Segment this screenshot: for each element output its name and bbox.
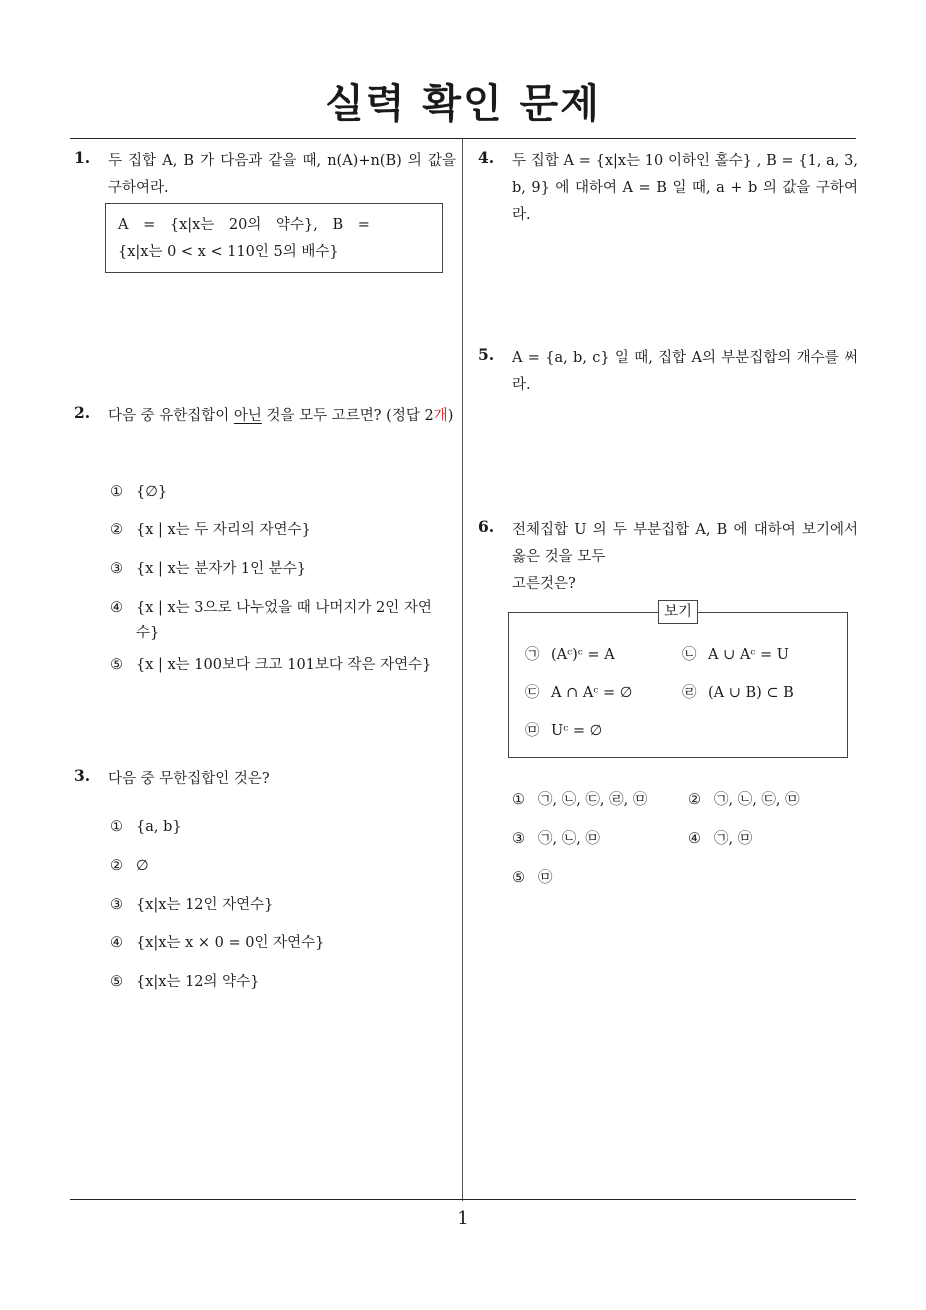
option-text: ㉠, ㉡, ㉢, ㉤ (714, 792, 800, 808)
option-text: {x | x는 두 자리의 자연수} (136, 522, 311, 538)
option-mark: ① (512, 792, 525, 808)
example-text: A ∪ Aᶜ = U (708, 647, 789, 663)
question-number: 5. (478, 345, 495, 364)
column-divider (462, 139, 463, 1201)
example-item-4 (682, 682, 794, 704)
question-text: 두 집합 A = {x|x는 10 이하인 홀수} , B = {1, a, 3, b, 9} 에 대하여 A = B 일 때, a + b 의 값을 구하여라. (512, 153, 858, 223)
option-text: ㉠, ㉡, ㉢, ㉣, ㉤ (538, 792, 648, 808)
example-item-1 (525, 644, 615, 666)
example-item-5 (525, 720, 602, 742)
option-2[interactable] (110, 854, 149, 879)
option-mark: ⑤ (512, 870, 525, 886)
question-number: 3. (74, 766, 91, 785)
example-text: Uᶜ = ∅ (551, 723, 603, 739)
option-mark: ④ (110, 935, 123, 951)
question-text-part: ) (447, 408, 454, 424)
option-4[interactable] (110, 596, 448, 646)
example-mark: ㉢ (525, 685, 540, 701)
question-text-continued: 고른것은? (512, 576, 576, 592)
example-text: (A ∪ B) ⊂ B (708, 685, 794, 701)
question-text-part: 다음 중 유한집합이 (108, 408, 234, 424)
example-mark: ㉤ (525, 723, 540, 739)
question-text: 다음 중 무한집합인 것은? (108, 771, 270, 787)
question-4 (478, 148, 858, 229)
example-item-3 (525, 682, 632, 704)
example-mark: ㉠ (525, 647, 540, 663)
example-text: (Aᶜ)ᶜ = A (551, 647, 615, 663)
page-title: 실력 확인 문제 (325, 81, 601, 127)
question-text: 전체집합 U 의 두 부분집합 A, B 에 대하여 보기에서 옳은 것을 모두 (512, 522, 858, 565)
question-5 (478, 345, 858, 399)
example-mark: ㉡ (682, 647, 697, 663)
option-mark: ① (110, 819, 123, 835)
example-box-label: 보기 (658, 600, 698, 624)
question-1 (74, 148, 456, 202)
option-text: ㉠, ㉤ (714, 831, 753, 847)
option-5[interactable] (110, 653, 431, 678)
option-text: ∅ (136, 858, 149, 874)
answer-option-2[interactable] (688, 789, 800, 811)
condition-line: {x|x는 0 < x < 110인 5의 배수} (118, 244, 339, 260)
option-2[interactable] (110, 518, 311, 543)
answer-option-3[interactable] (512, 828, 600, 850)
highlighted-word: 개 (433, 408, 448, 424)
bottom-rule (70, 1199, 856, 1200)
question-6 (478, 517, 858, 598)
option-text: {x | x는 100보다 크고 101보다 작은 자연수} (136, 657, 432, 673)
option-mark: ⑤ (110, 657, 123, 673)
question-number: 1. (74, 148, 91, 167)
question-number: 2. (74, 403, 91, 422)
option-mark: ② (110, 858, 123, 874)
option-text: {x|x는 12의 약수} (136, 974, 260, 990)
option-text: ㉤ (538, 870, 553, 886)
option-mark: ④ (688, 831, 701, 847)
question-number: 6. (478, 517, 495, 536)
question-text-part: 것을 모두 고르면? (정답 2 (261, 408, 434, 424)
page-number: 1 (457, 1208, 469, 1229)
option-mark: ① (110, 484, 123, 500)
top-rule (70, 138, 856, 139)
option-text: {x|x는 x × 0 = 0인 자연수} (136, 935, 325, 951)
option-3[interactable] (110, 893, 273, 918)
answer-option-5[interactable] (512, 867, 553, 889)
option-text: {∅} (136, 484, 168, 500)
option-4[interactable] (110, 931, 324, 956)
question-text: A = {a, b, c} 일 때, 집합 A의 부분집합의 개수를 써라. (512, 350, 858, 393)
condition-box (105, 203, 443, 273)
underlined-word: 아닌 (233, 408, 262, 424)
example-mark: ㉣ (682, 685, 697, 701)
option-mark: ② (688, 792, 701, 808)
option-text: {x | x는 3으로 나누었을 때 나머지가 2인 자연수} (136, 600, 432, 641)
option-text: ㉠, ㉡, ㉤ (538, 831, 600, 847)
option-mark: ④ (110, 600, 123, 616)
option-1[interactable] (110, 480, 167, 505)
option-text: {a, b} (136, 819, 182, 835)
question-text: 두 집합 A, B 가 다음과 같을 때, n(A)+n(B) 의 값을 구하여라. (108, 153, 456, 196)
question-text (108, 403, 456, 430)
example-item-2 (682, 644, 789, 666)
option-5[interactable] (110, 970, 259, 995)
option-text: {x|x는 12인 자연수} (136, 897, 274, 913)
option-text: {x | x는 분자가 1인 분수} (136, 561, 307, 577)
answer-option-1[interactable] (512, 789, 647, 811)
example-text: A ∩ Aᶜ = ∅ (551, 685, 633, 701)
option-mark: ⑤ (110, 974, 123, 990)
question-number: 4. (478, 148, 495, 167)
option-1[interactable] (110, 815, 182, 840)
option-mark: ③ (512, 831, 525, 847)
option-mark: ③ (110, 897, 123, 913)
question-3 (74, 766, 456, 793)
option-mark: ② (110, 522, 123, 538)
answer-option-4[interactable] (688, 828, 752, 850)
option-3[interactable] (110, 557, 306, 582)
option-mark: ③ (110, 561, 123, 577)
question-2 (74, 403, 456, 430)
condition-line: A = {x|x는 20의 약수}, B = (118, 217, 370, 233)
